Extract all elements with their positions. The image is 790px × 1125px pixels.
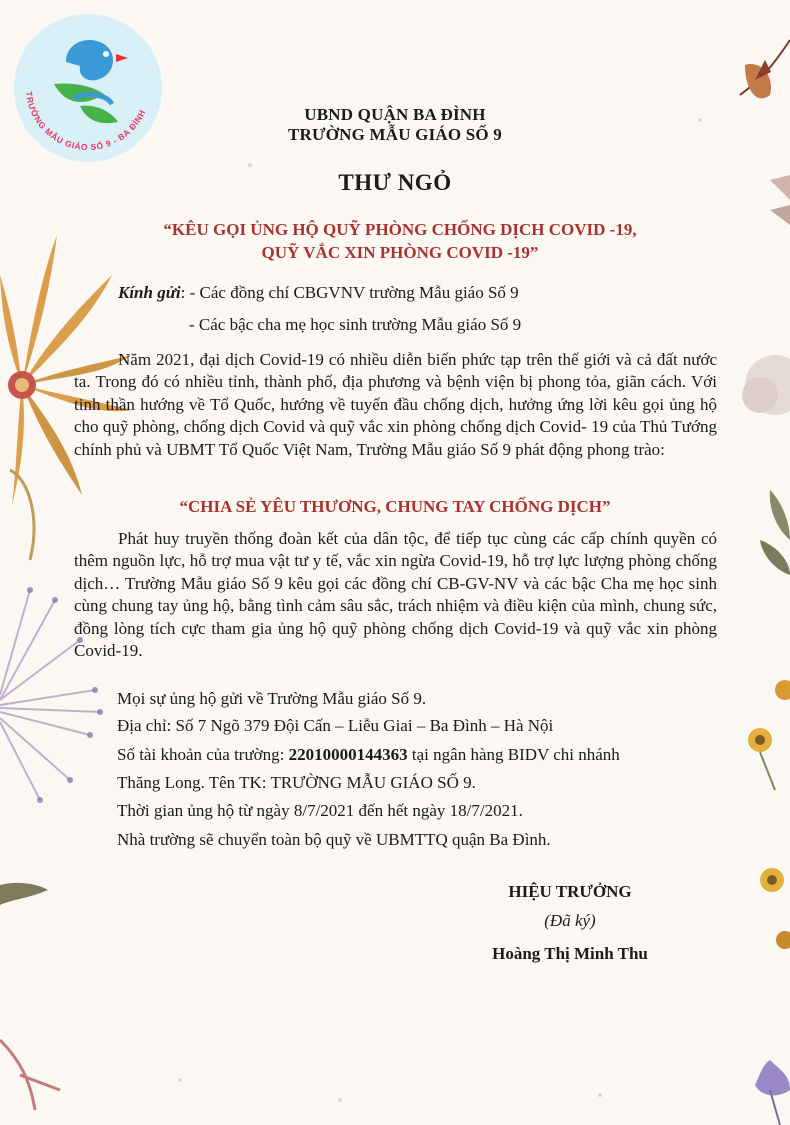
- account-suffix: tại ngân hàng BIDV chi nhánh: [407, 745, 620, 764]
- account-name-line: Thăng Long. Tên TK: TRƯỜNG MẪU GIÁO SỐ 9.: [117, 773, 476, 792]
- top-right-flower-icon: [740, 40, 790, 98]
- left-leaf-icon: [0, 883, 48, 905]
- right-puff-icon: [742, 355, 790, 415]
- recipient-line-1: [118, 283, 519, 303]
- signed-note: (Đã ký): [544, 911, 596, 930]
- bottom-right-purple-flower-icon: [755, 1060, 790, 1125]
- recipient-2: - Các bậc cha mẹ học sinh trường Mẫu giáo Số 9: [189, 315, 522, 334]
- send-to-line: Mọi sự ủng hộ gửi về Trường Mẫu giáo Số 9.: [117, 689, 427, 708]
- recipient-label: Kính gửi: [118, 283, 181, 302]
- slogan-line-2: QUỸ VẮC XIN PHÒNG COVID -19”: [261, 243, 539, 262]
- left-bottom-branch-icon: [0, 1040, 60, 1110]
- account-line: [117, 745, 620, 765]
- authority-name: UBND QUẬN BA ĐÌNH: [304, 105, 486, 124]
- account-number: 22010000144363: [288, 745, 408, 764]
- appeal-paragraph: Phát huy truyền thống đoàn kết của dân tộc, để tiếp tục cùng các cấp chính quyền có thêm nguồn lực, hỗ trợ mua vật tư y tế, vắc xin ngừa Covid-19, hỗ trợ lực lượng phòng chống dịch… Trường Mẫu giáo Số 9 kêu gọi các đồng chí CB-GV-NV và các bậc Cha mẹ học sinh cùng chung tay ủng hộ, bằng tình cảm sâu sắc, trách nhiệm và điều kiện của mình, chung sức, đồng lòng tích cực tham gia ủng hộ quỹ phòng chống dịch Covid-19 và quỹ vắc xin phòng Covid-19.: [74, 529, 717, 661]
- account-prefix: Số tài khoản của trường:: [117, 745, 289, 764]
- address-line: Địa chỉ: Số 7 Ngõ 379 Đội Cấn – Liễu Giai – Ba Đình – Hà Nội: [117, 716, 554, 735]
- school-name: TRƯỜNG MẪU GIÁO SỐ 9: [288, 125, 502, 144]
- right-yellow-flowers-icon: [748, 680, 790, 949]
- document-header: [0, 105, 790, 145]
- campaign-slogan: “CHIA SẺ YÊU THƯƠNG, CHUNG TAY CHỐNG DỊCH”: [179, 497, 611, 516]
- period-line: Thời gian ủng hộ từ ngày 8/7/2021 đến hết ngày 18/7/2021.: [117, 801, 523, 820]
- recipient-1: : - Các đồng chí CBGVNV trường Mẫu giáo Số 9: [180, 283, 519, 302]
- signer-role: HIỆU TRƯỞNG: [508, 882, 632, 901]
- signer-name: Hoàng Thị Minh Thu: [492, 944, 648, 963]
- page-title: THƯ NGỎ: [338, 170, 452, 195]
- transfer-line: Nhà trường sẽ chuyển toàn bộ quỹ về UBMTTQ quận Ba Đình.: [117, 830, 551, 849]
- svg-text:TRƯỜNG MẪU GIÁO SỐ 9 - BA ĐÌNH: TRƯỜNG MẪU GIÁO SỐ 9 - BA ĐÌNH: [24, 90, 148, 153]
- appeal-slogan: [120, 218, 680, 264]
- slogan-line-1: “KÊU GỌI ỦNG HỘ QUỸ PHÒNG CHỐNG DỊCH COVID -19,: [163, 220, 637, 239]
- intro-paragraph: Năm 2021, đại dịch Covid-19 có nhiều diễn biến phức tạp trên thế giới và cả đất nước ta. Trong đó có nhiều tỉnh, thành phố, địa phương và bệnh viện bị phong tỏa, giãn cách. Với tinh thần hướng về Tổ Quốc, hướng về tuyến đầu chống dịch, hưởng ứng lời kêu gọi ủng hộ cho quỹ phòng, chống dịch Covid và quỹ vắc xin phòng chống dịch Covid- 19 của Thủ Tướng chính phủ và UBMT Tổ Quốc Việt Nam, Trường Mẫu giáo Số 9 phát động phong trào:: [74, 350, 717, 459]
